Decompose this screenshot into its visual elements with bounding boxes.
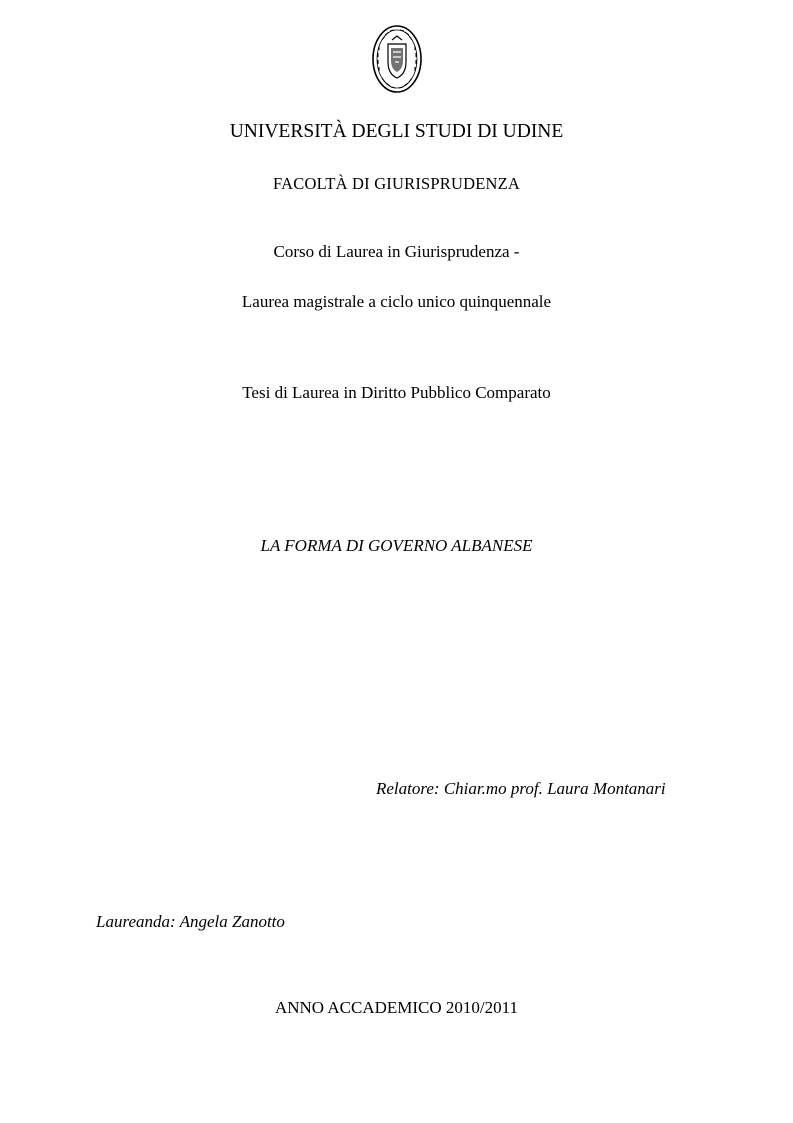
course-line-1: Corso di Laurea in Giurisprudenza - (273, 242, 520, 261)
university-name: UNIVERSITÀ DEGLI STUDI DI UDINE (229, 121, 564, 142)
faculty-name: FACOLTÀ DI GIURISPRUDENZA (272, 174, 520, 193)
university-seal-icon (371, 24, 423, 94)
thesis-subject: Tesi di Laurea in Diritto Pubblico Comparato (242, 383, 551, 402)
supervisor: Relatore: Chiar.mo prof. Laura Montanari (376, 779, 666, 798)
candidate: Laureanda: Angela Zanotto (96, 912, 285, 931)
academic-year: ANNO ACCADEMICO 2010/2011 (274, 998, 519, 1017)
course-line-2: Laurea magistrale a ciclo unico quinquennale (241, 292, 552, 311)
thesis-title: LA FORMA DI GOVERNO ALBANESE (260, 536, 533, 555)
